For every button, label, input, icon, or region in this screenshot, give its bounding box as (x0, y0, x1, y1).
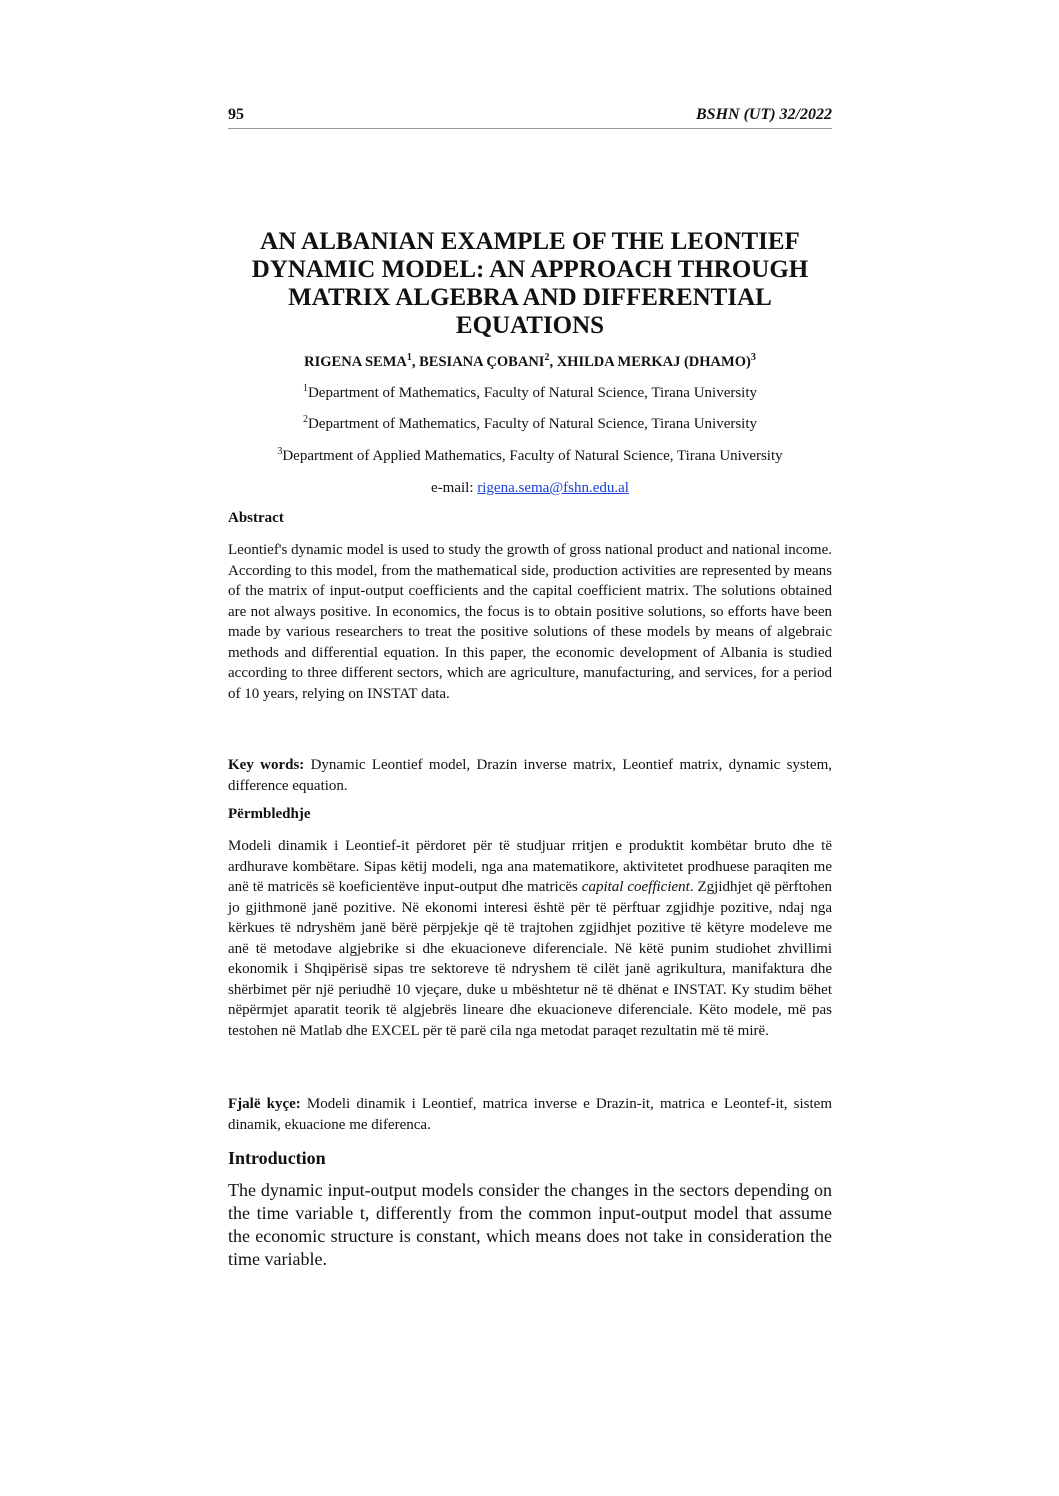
author-separator: , (549, 354, 557, 370)
author-sup: 2 (544, 352, 550, 364)
permbledhje-heading: Përmbledhje (228, 806, 311, 822)
author-sup: 1 (406, 352, 412, 364)
affiliation-sup: 1 (302, 383, 308, 394)
permbledhje-text-part: Modeli dinamik i Leontief-it përdoret për të studjuar rritjen e produktit kombëtar bruto dhe të ardhurave kombëtare. Sipas këtij modeli, nga ana matematikore, aktivitetet prodhuese paraqiten me anë të matricës së koeficientëve input-output dhe matricës (228, 838, 832, 895)
abstract-text: Leontief's dynamic model is used to study the growth of gross national product and national income. According to this model, from the mathematical side, production activities are represented by means of the matrix of input-output coefficients and the capital coefficient matrix. The solutions obtained are not always positive. In economics, the focus is to obtain positive solutions, so efforts have been made by various researchers to treat the positive solutions of these models by means of algebraic methods and differential equation. In this paper, the economic development of Albania is studied according to three different sectors, which are agriculture, manufacturing, and services, for a period of 10 years, relying on INSTAT data. (228, 542, 832, 702)
introduction-text: The dynamic input-output models consider the changes in the sectors depending on the time variable t, differently from the common input-output model that assume the economic structure is constant, which means does not take in consideration the time variable. (228, 1180, 832, 1269)
running-header (228, 104, 832, 129)
affiliation-2 (208, 416, 852, 433)
affiliation-text: Department of Mathematics, Faculty of Natural Science, Tirana University (307, 416, 758, 432)
email-line (228, 480, 832, 497)
affiliation-text: Department of Applied Mathematics, Faculty of Natural Science, Tirana University (282, 448, 783, 464)
author-sup: 3 (750, 352, 756, 364)
fjale-kyce-paragraph (228, 1094, 832, 1135)
permbledhje-italic: capital coefficient (581, 879, 690, 895)
journal-name: BSHN (UT) 32/2022 (696, 106, 832, 123)
permbledhje-text-part: . Zgjidhjet që përftohen jo gjithmonë janë pozitive. Në ekonomi interesi është për të përftuar zgjidhje pozitive, ndaj nga kërkues të ndryshëm janë bërë përpjekje që të trajtohen zgjidhjet pozitive të këtyre modeleve me anë të metodave algjebrike si dhe ekuacioneve diferenciale. Në këtë punim studiohet zhvillimi ekonomik i Shqipërisë sipas tre sektoreve të ndryshem të cilët janë agrikultura, manifaktura dhe shërbimet për një periudhë 10 vjeçare, duke u mbështetur në të dhënat e INSTAT. Ky studim bëhet nëpërmjet aparatit teorik të algjebrës lineare dhe ekuacioneve diferenciale. Këto modele, më pas testohen në Matlab dhe EXCEL për të parë cila nga metodat paraqet rezultatin më të mirë. (228, 879, 832, 1039)
affiliation-3 (208, 448, 852, 465)
paper-title: AN ALBANIAN EXAMPLE OF THE LEONTIEF DYNAMIC MODEL: AN APPROACH THROUGH MATRIX ALGEBRA AND DIFFERENTIAL EQUATIONS (251, 228, 809, 339)
introduction-heading: Introduction (228, 1148, 326, 1168)
affiliation-sup: 2 (302, 414, 308, 425)
email-label: e-mail: (431, 480, 478, 496)
affiliation-sup: 3 (277, 446, 283, 457)
author-name: XHILDA MERKAJ (DHAMO) (556, 354, 751, 370)
keywords-text: Dynamic Leontief model, Drazin inverse matrix, Leontief matrix, dynamic system, difference equation. (228, 757, 832, 794)
affiliation-1 (208, 385, 852, 402)
author-line (228, 354, 832, 371)
page-number: 95 (228, 106, 244, 123)
fjale-kyce-text: Modeli dinamik i Leontief, matrica inverse e Drazin-it, matrica e Leontef-it, sistem dinamik, ekuacione me diferenca. (228, 1096, 832, 1133)
permbledhje-text (228, 836, 832, 1041)
abstract-heading: Abstract (228, 510, 284, 526)
fjale-kyce-label: Fjalë kyçe: (228, 1096, 301, 1112)
affiliation-text: Department of Mathematics, Faculty of Natural Science, Tirana University (307, 385, 758, 401)
email-link[interactable]: rigena.sema@fshn.edu.al (477, 480, 629, 496)
author-name: RIGENA SEMA (304, 354, 407, 370)
author-name: BESIANA ÇOBANI (419, 354, 545, 370)
keywords-label: Key words: (228, 757, 305, 773)
author-separator: , (411, 354, 420, 370)
keywords-paragraph (228, 755, 832, 796)
